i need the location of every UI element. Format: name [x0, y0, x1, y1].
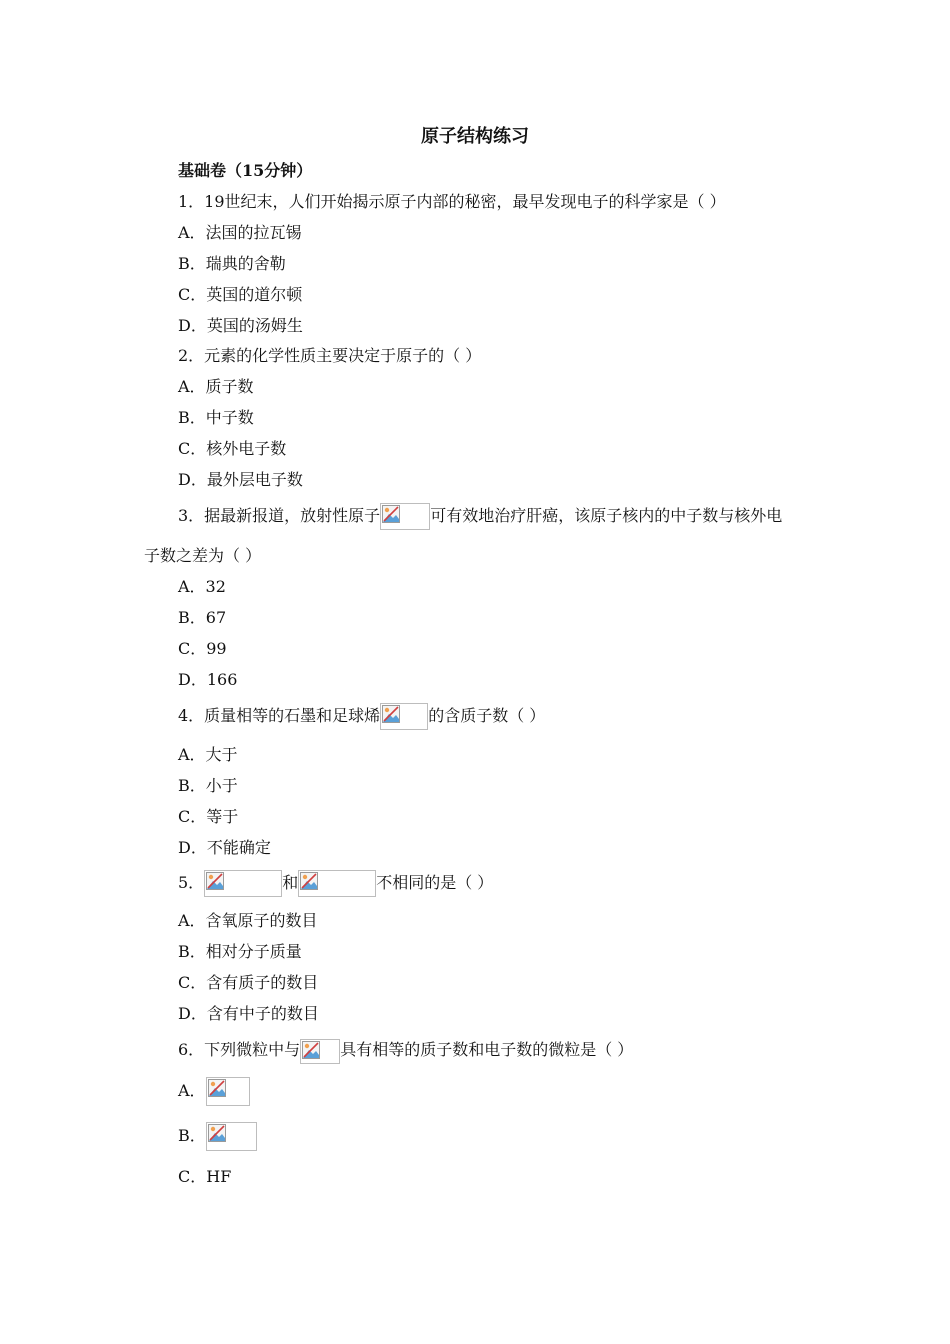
- q5-option-b: B．相对分子质量: [178, 942, 302, 961]
- q1-option-a: A．法国的拉瓦锡: [178, 223, 302, 242]
- question-5-stem: [178, 868, 493, 897]
- broken-image-icon: [206, 1077, 250, 1106]
- broken-image-icon: [298, 870, 376, 897]
- broken-image-icon: [204, 870, 282, 897]
- q1-option-c: C．英国的道尔顿: [178, 285, 303, 304]
- q6-option-a: [178, 1076, 250, 1106]
- q3-stem-text-1: 3．据最新报道，放射性原子: [178, 506, 381, 525]
- broken-image-icon: [300, 1039, 340, 1064]
- q2-option-c: C．核外电子数: [178, 439, 287, 458]
- q5-number: 5．: [178, 873, 205, 892]
- q2-option-b: B．中子数: [178, 408, 254, 427]
- q3-stem-text-2: 可有效地治疗肝癌，该原子核内的中子数与核外电: [430, 506, 783, 525]
- section-heading: 基础卷（15分钟）: [178, 161, 313, 180]
- q5-stem-text: 不相同的是（ ）: [376, 873, 494, 892]
- q6-option-c: C．HF: [178, 1167, 232, 1186]
- q5-conjunction: 和: [282, 873, 299, 892]
- q4-option-d: D．不能确定: [178, 838, 271, 857]
- q5-option-d: D．含有中子的数目: [178, 1004, 319, 1023]
- broken-image-icon: [380, 703, 428, 730]
- q3-option-c: C．99: [178, 639, 227, 658]
- q4-stem-text-1: 4．质量相等的石墨和足球烯: [178, 706, 381, 725]
- q6-option-b-label: B．: [178, 1126, 206, 1145]
- broken-image-icon: [206, 1122, 257, 1151]
- q4-stem-text-2: 的含质子数（ ）: [428, 706, 546, 725]
- q5-option-c: C．含有质子的数目: [178, 973, 319, 992]
- question-2-stem: 2．元素的化学性质主要决定于原子的（ ）: [178, 346, 482, 365]
- q1-option-b: B．瑞典的舍勒: [178, 254, 286, 273]
- q6-option-b: [178, 1121, 257, 1151]
- q4-option-c: C．等于: [178, 807, 239, 826]
- question-3-stem: [178, 501, 782, 530]
- question-1-stem: 1．19世纪末，人们开始揭示原子内部的秘密，最早发现电子的科学家是（ ）: [178, 192, 726, 211]
- q3-option-d: D．166: [178, 670, 238, 689]
- q4-option-a: A．大于: [178, 745, 238, 764]
- q5-option-a: A．含氧原子的数目: [178, 911, 318, 930]
- question-6-stem: [178, 1035, 633, 1064]
- q2-option-d: D．最外层电子数: [178, 470, 303, 489]
- q3-stem-continuation: 子数之差为（ ）: [144, 546, 262, 565]
- q3-option-b: B．67: [178, 608, 227, 627]
- q2-option-a: A．质子数: [178, 377, 254, 396]
- q1-option-d: D．英国的汤姆生: [178, 316, 303, 335]
- q4-option-b: B．小于: [178, 776, 238, 795]
- q6-stem-text-1: 6．下列微粒中与: [178, 1040, 301, 1059]
- q6-option-a-label: A．: [178, 1081, 206, 1100]
- q6-stem-text-2: 具有相等的质子数和电子数的微粒是（ ）: [340, 1040, 634, 1059]
- page-title: 原子结构练习: [421, 126, 529, 147]
- broken-image-icon: [380, 503, 430, 530]
- q3-option-a: A．32: [178, 577, 226, 596]
- question-4-stem: [178, 701, 545, 730]
